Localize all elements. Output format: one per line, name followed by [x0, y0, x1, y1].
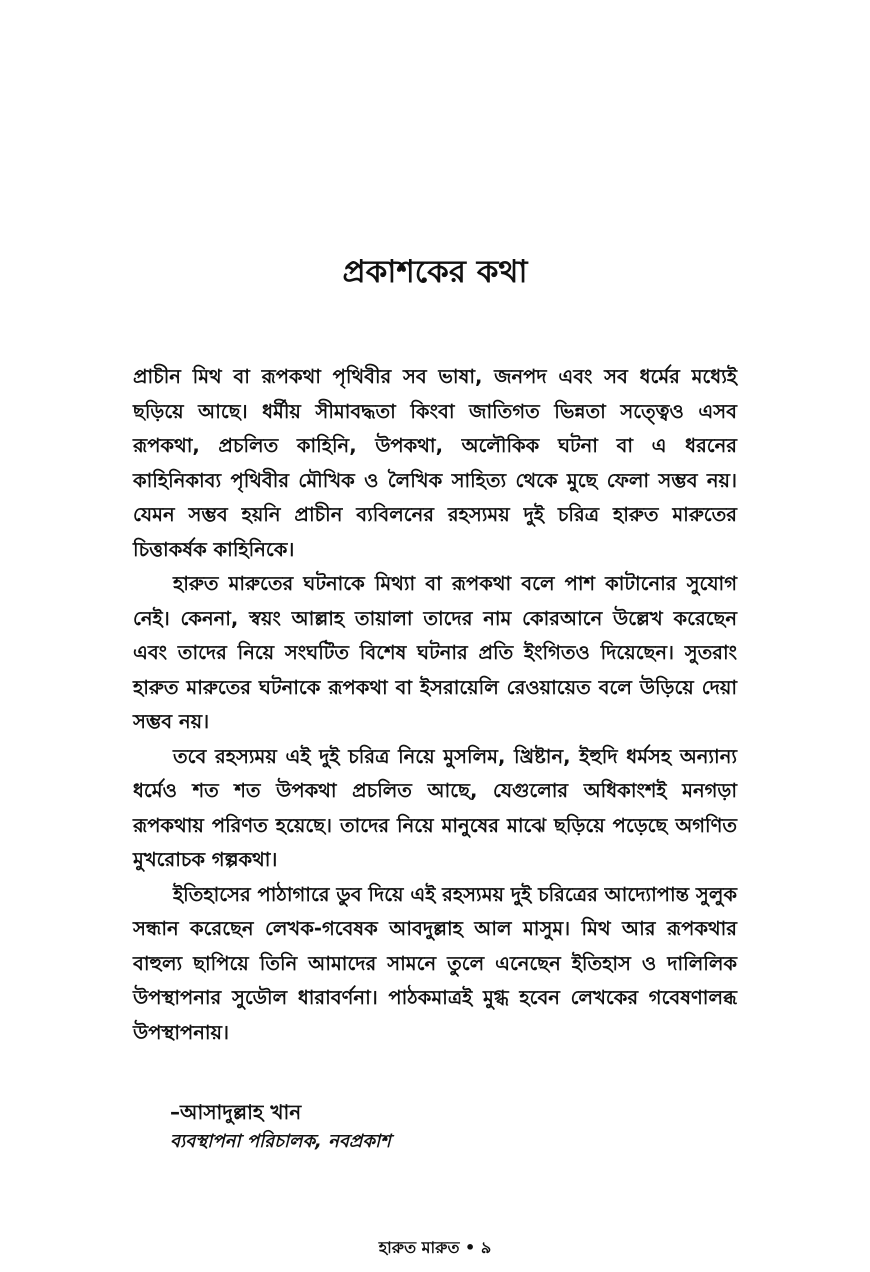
signature-role: ব্যবস্থাপনা পরিচালক, নবপ্রকাশ	[170, 1131, 391, 1152]
signature-block	[170, 1097, 670, 1157]
page-title: প্রকাশকের কথা	[342, 254, 528, 290]
signature-name: –আসাদুল্লাহ খান	[170, 1100, 302, 1124]
publisher-note-body	[133, 360, 737, 1050]
paragraph-1: প্রাচীন মিথ বা রূপকথা পৃথিবীর সব ভাষা, জনপদ এবং সব ধর্মের মধ্যেই ছড়িয়ে আছে। ধর্মীয় সীমাবদ্ধতা কিংবা জাতিগত ভিন্নতা সত্ত্বেও এসব রূপকথা, প্রচলিত কাহিনি, উপকথা, অলৌকিক ঘটনা বা এ ধরনের কাহিনিকাব্য পৃথিবীর মৌখিক ও লৈখিক সাহিত্য থেকে মুছে ফেলা সম্ভব নয়। যেমন সম্ভব হয়নি প্রাচীন ব্যবিলনের রহস্যময় দুই চরিত্র হারুত মারুতের চিত্তাকর্ষক কাহিনিকে।	[133, 365, 737, 561]
paragraph-4: ইতিহাসের পাঠাগারে ডুব দিয়ে এই রহস্যময় দুই চরিত্রের আদ্যোপান্ত সুলুক সন্ধান করেছেন লেখক-গবেষক আবদুল্লাহ আল মাসুম। মিথ আর রূপকথার বাহুল্য ছাপিয়ে তিনি আমাদের সামনে তুলে এনেছেন ইতিহাস ও দালিলিক উপস্থাপনার সুডৌল ধারাবর্ণনা। পাঠকমাত্রই মুগ্ধ হবেন লেখকের গবেষণালব্ধ উপস্থাপনায়।	[133, 882, 737, 1044]
page-footer: হারুত মারুত • ৯	[378, 1238, 492, 1257]
paragraph-3: তবে রহস্যময় এই দুই চরিত্র নিয়ে মুসলিম, খ্রিষ্টান, ইহুদি ধর্মসহ অন্যান্য ধর্মেও শত শত উপকথা প্রচলিত আছে, যেগুলোর অধিকাংশই মনগড়া রূপকথায় পরিণত হয়েছে। তাদের নিয়ে মানুষের মাঝে ছড়িয়ে পড়েছে অগণিত মুখরোচক গল্পকথা।	[133, 744, 737, 871]
paragraph-2: হারুত মারুতের ঘটনাকে মিথ্যা বা রূপকথা বলে পাশ কাটানোর সুযোগ নেই। কেননা, স্বয়ং আল্লাহ তায়ালা তাদের নাম কোরআনে উল্লেখ করেছেন এবং তাদের নিয়ে সংঘটিত বিশেষ ঘটনার প্রতি ইংগিতও দিয়েছেন। সুতরাং হারুত মারুতের ঘটনাকে রূপকথা বা ইসরায়েলি রেওয়ায়েত বলে উড়িয়ে দেয়া সম্ভব নয়।	[133, 572, 737, 733]
